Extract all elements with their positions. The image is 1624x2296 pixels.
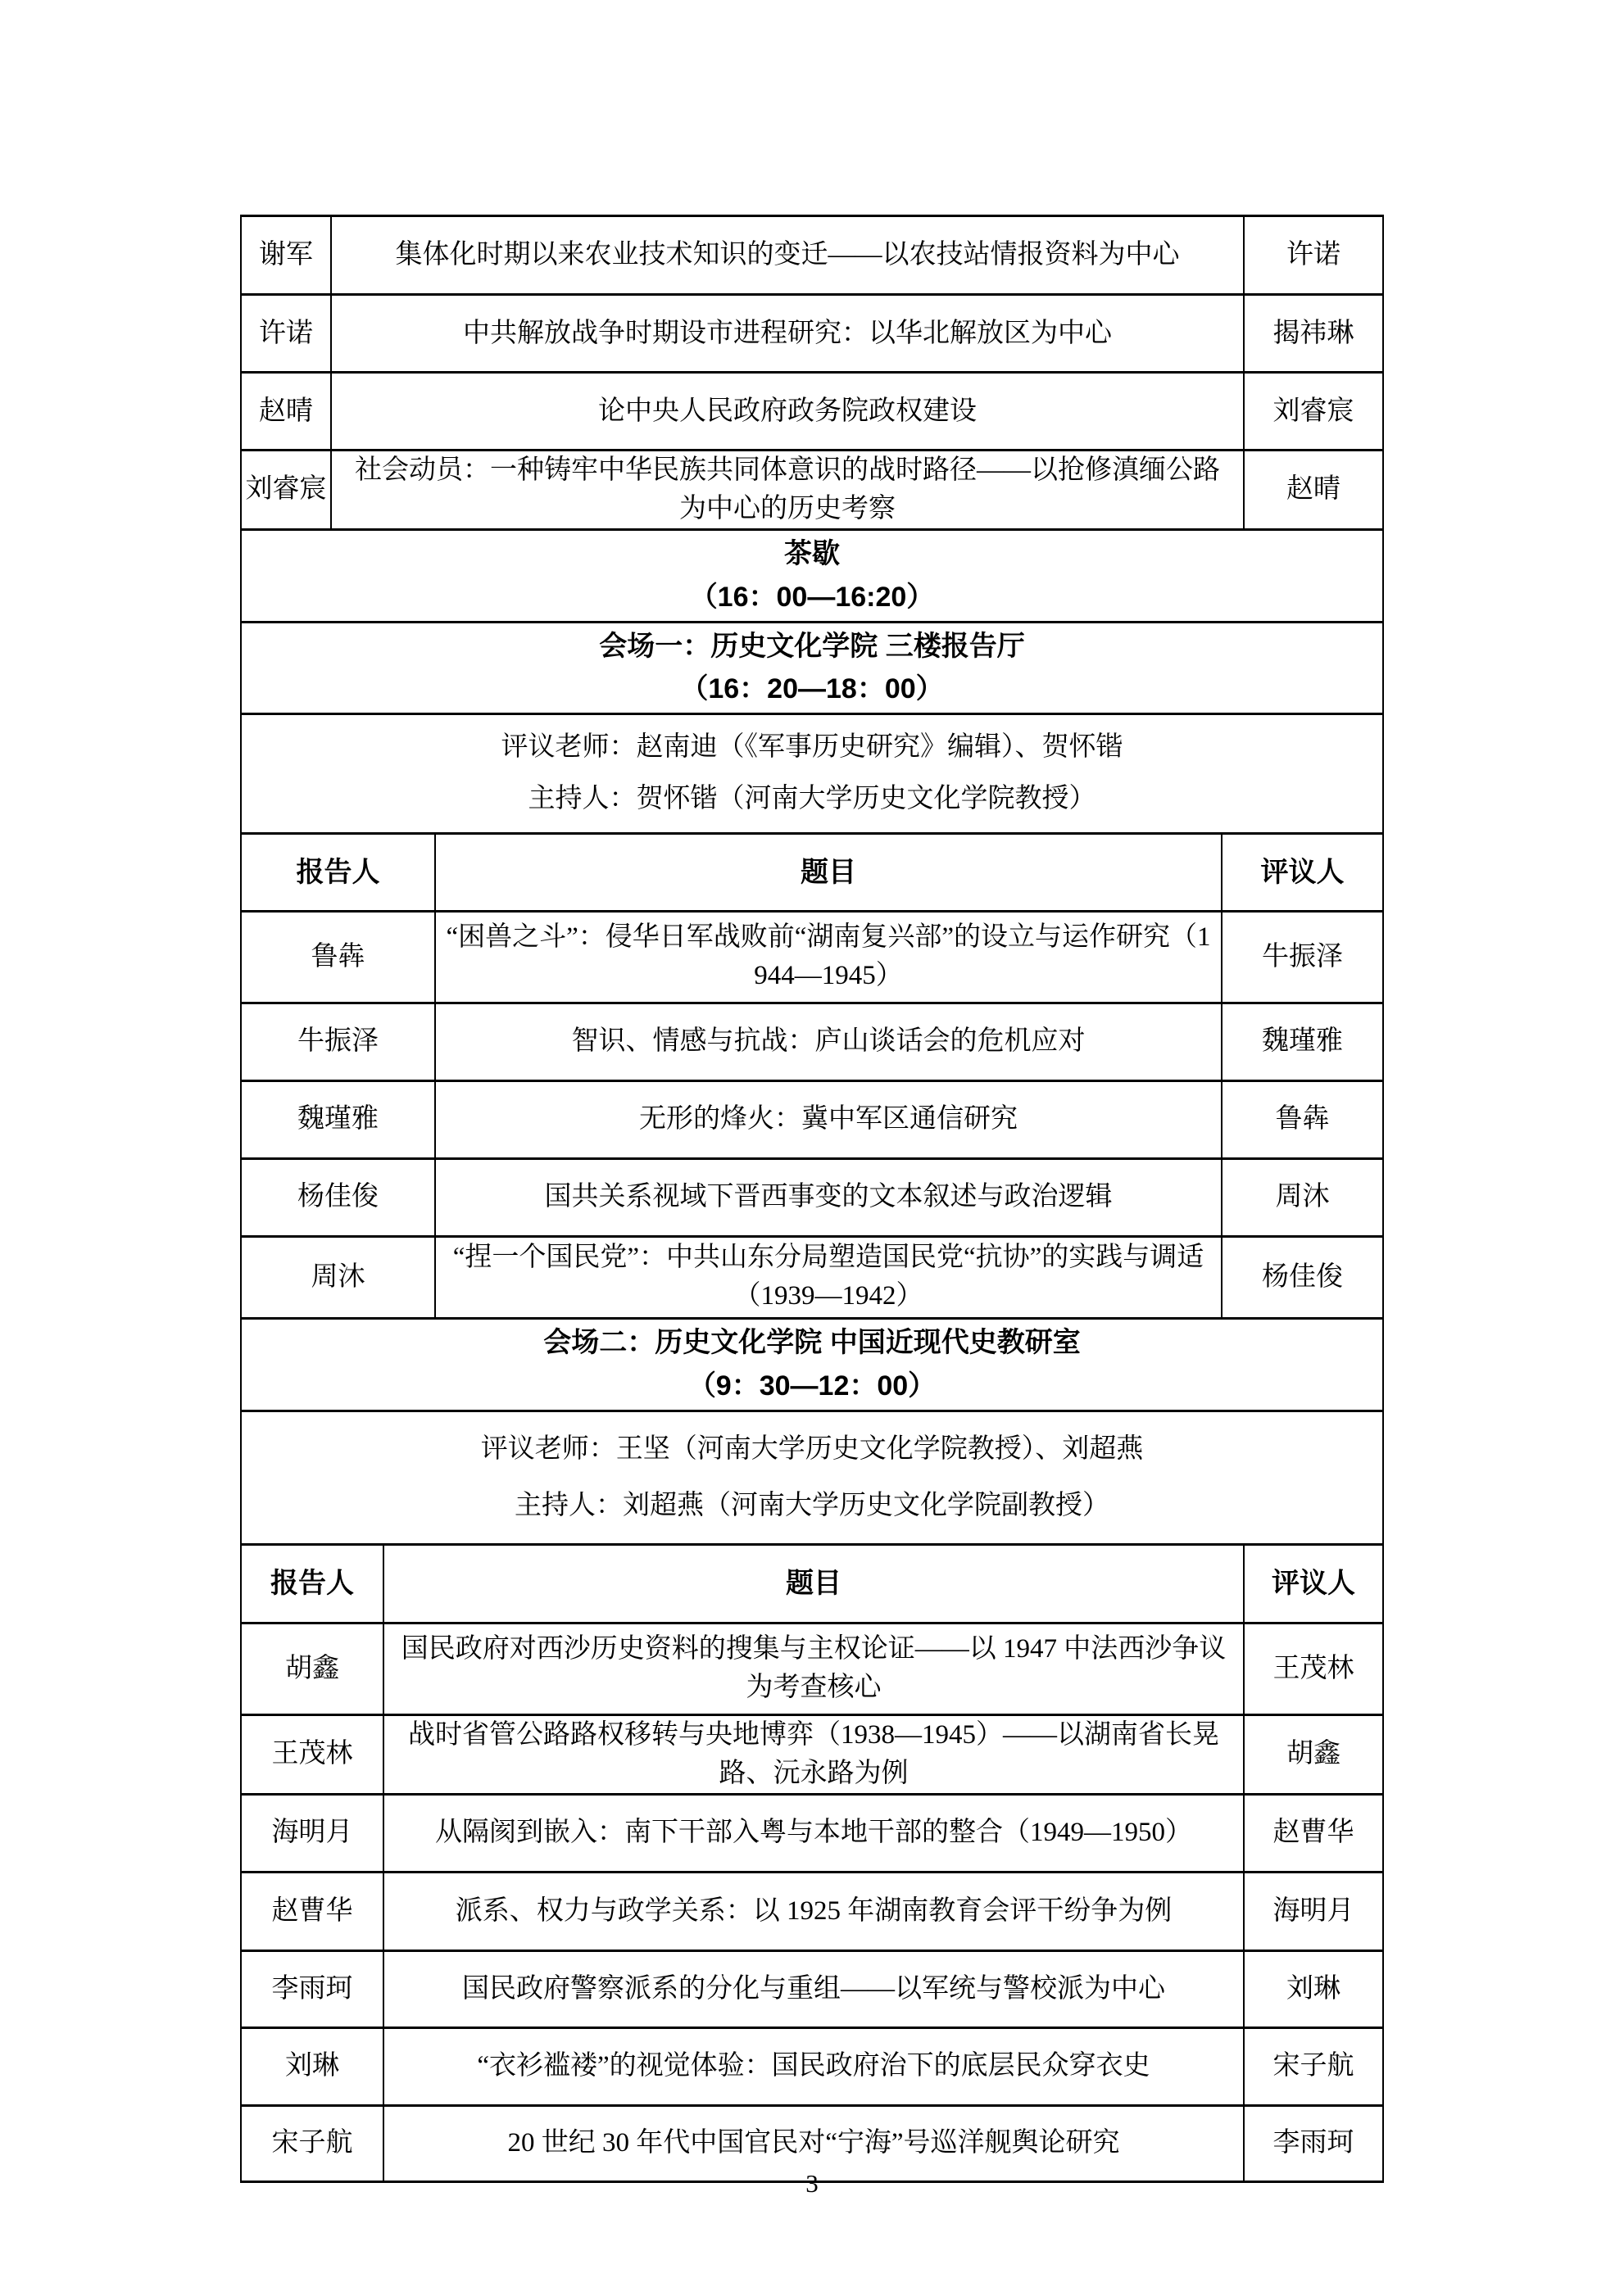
title-cell: 国民政府对西沙历史资料的搜集与主权论证——以 1947 中法西沙争议为考查核心: [383, 1623, 1244, 1714]
presenter-cell: 海明月: [241, 1794, 383, 1872]
title-cell: “捏一个国民党”：中共山东分局塑造国民党“抗协”的实践与调适（1939—1942）: [435, 1236, 1222, 1318]
venue2-title: 会场二：历史文化学院 中国近现代史教研室: [543, 1327, 1081, 1359]
presenter-cell: 许诺: [241, 295, 331, 373]
presenter-cell: 李雨珂: [241, 1950, 383, 2027]
discussant-cell: 宋子航: [1244, 2027, 1383, 2105]
reviewers-row: [241, 1411, 1383, 1544]
discussant-cell: 赵晴: [1244, 451, 1383, 530]
title-cell: 国民政府警察派系的分化与重组——以军统与警校派为中心: [383, 1950, 1244, 2027]
col-header-presenter: 报告人: [241, 833, 435, 911]
title-cell: 从隔阂到嵌入：南下干部入粤与本地干部的整合（1949—1950）: [383, 1794, 1244, 1872]
venue2-reviewers: 评议老师：王坚（河南大学历史文化学院教授）、刘超燕: [480, 1433, 1144, 1464]
session-row: [241, 1236, 1383, 1318]
discussant-cell: 鲁犇: [1222, 1080, 1383, 1158]
discussant-cell: 许诺: [1244, 216, 1383, 295]
presenter-cell: 宋子航: [241, 2105, 383, 2181]
session-row: [241, 1158, 1383, 1236]
session-row: [241, 295, 1383, 373]
presenter-cell: 魏瑾雅: [241, 1080, 435, 1158]
venue1-title-cell: [241, 622, 1383, 713]
venue1-title: 会场一：历史文化学院 三楼报告厅: [599, 630, 1025, 662]
presenter-cell: 王茂林: [241, 1714, 383, 1794]
venue1-table: [240, 832, 1384, 1320]
session-row: [241, 1950, 1383, 2027]
session-row: [241, 451, 1383, 530]
session-row: [241, 1714, 1383, 1794]
title-cell: “衣衫褴褛”的视觉体验：国民政府治下的底层民众穿衣史: [383, 2027, 1244, 2105]
title-cell: 集体化时期以来农业技术知识的变迁——以农技站情报资料为中心: [331, 216, 1244, 295]
presenter-cell: 牛振泽: [241, 1003, 435, 1080]
page-number: 3: [805, 2169, 819, 2198]
venue2-table: [240, 1543, 1384, 2183]
presenter-cell: 赵曹华: [241, 1872, 383, 1950]
title-cell: 派系、权力与政学关系：以 1925 年湖南教育会评干纷争为例: [383, 1872, 1244, 1950]
title-cell: 战时省管公路路权移转与央地博弈（1938—1945）——以湖南省长晃路、沅永路为例: [383, 1714, 1244, 1794]
venue1-time: （16：20—18：00）: [680, 673, 944, 705]
venue1-host: 主持人：贺怀锴（河南大学历史文化学院教授）: [528, 784, 1096, 814]
col-header-title: 题目: [383, 1544, 1244, 1623]
discussant-cell: 周沐: [1222, 1158, 1383, 1236]
col-header-discussant: 评议人: [1244, 1544, 1383, 1623]
title-cell: 20 世纪 30 年代中国官民对“宁海”号巡洋舰舆论研究: [383, 2105, 1244, 2181]
col-header-title: 题目: [435, 833, 1222, 911]
discussant-cell: 刘琳: [1244, 1950, 1383, 2027]
session-row: [241, 911, 1383, 1003]
session-row: [241, 2027, 1383, 2105]
discussant-cell: 胡鑫: [1244, 1714, 1383, 1794]
venue-title-row: [241, 1318, 1383, 1411]
header-row: [241, 833, 1383, 911]
venue2-title-cell: [241, 1318, 1383, 1411]
conference-schedule-table: [240, 215, 1382, 2183]
discussant-cell: 刘睿宸: [1244, 373, 1383, 451]
discussant-cell: 海明月: [1244, 1872, 1383, 1950]
tea-break-time: （16：00—16:20）: [689, 581, 935, 613]
discussant-cell: 揭祎琳: [1244, 295, 1383, 373]
header-row: [241, 1544, 1383, 1623]
tea-break-label: 茶歇: [784, 538, 840, 570]
discussant-cell: 杨佳俊: [1222, 1236, 1383, 1318]
presenter-cell: 刘琳: [241, 2027, 383, 2105]
discussant-cell: 赵曹华: [1244, 1794, 1383, 1872]
presenter-cell: 胡鑫: [241, 1623, 383, 1714]
venue1-reviewers: 评议老师：赵南迪（《军事历史研究》编辑）、贺怀锴: [501, 732, 1123, 763]
discussant-cell: 王茂林: [1244, 1623, 1383, 1714]
section-bands-1: [240, 528, 1384, 835]
presenter-cell: 杨佳俊: [241, 1158, 435, 1236]
session-row: [241, 1003, 1383, 1080]
session-row: [241, 373, 1383, 451]
presenter-cell: 刘睿宸: [241, 451, 331, 530]
presenter-cell: 周沐: [241, 1236, 435, 1318]
venue1-reviewers-cell: [241, 713, 1383, 833]
title-cell: 无形的烽火：冀中军区通信研究: [435, 1080, 1222, 1158]
title-cell: 社会动员：一种铸牢中华民族共同体意识的战时路径——以抢修滇缅公路为中心的历史考察: [331, 451, 1244, 530]
continued-session-table: [240, 215, 1384, 531]
session-row: [241, 1872, 1383, 1950]
session-row: [241, 1794, 1383, 1872]
session-row: [241, 1623, 1383, 1714]
venue2-time: （9：30—12：00）: [687, 1370, 937, 1402]
title-cell: 国共关系视域下晋西事变的文本叙述与政治逻辑: [435, 1158, 1222, 1236]
title-cell: 智识、情感与抗战：庐山谈话会的危机应对: [435, 1003, 1222, 1080]
title-cell: 中共解放战争时期设市进程研究：以华北解放区为中心: [331, 295, 1244, 373]
title-cell: “困兽之斗”：侵华日军战败前“湖南复兴部”的设立与运作研究（1944—1945）: [435, 911, 1222, 1003]
discussant-cell: 李雨珂: [1244, 2105, 1383, 2181]
presenter-cell: 赵晴: [241, 373, 331, 451]
venue2-host: 主持人：刘超燕（河南大学历史文化学院副教授）: [515, 1490, 1109, 1520]
col-header-presenter: 报告人: [241, 1544, 383, 1623]
reviewers-row: [241, 713, 1383, 833]
presenter-cell: 鲁犇: [241, 911, 435, 1003]
section-bands-2: [240, 1317, 1384, 1546]
discussant-cell: 魏瑾雅: [1222, 1003, 1383, 1080]
session-row: [241, 1080, 1383, 1158]
discussant-cell: 牛振泽: [1222, 911, 1383, 1003]
session-row: [241, 216, 1383, 295]
venue-title-row: [241, 622, 1383, 713]
tea-break-cell: [241, 529, 1383, 622]
venue2-reviewers-cell: [241, 1411, 1383, 1544]
title-cell: 论中央人民政府政务院政权建设: [331, 373, 1244, 451]
presenter-cell: 谢军: [241, 216, 331, 295]
col-header-discussant: 评议人: [1222, 833, 1383, 911]
tea-break-row: [241, 529, 1383, 622]
